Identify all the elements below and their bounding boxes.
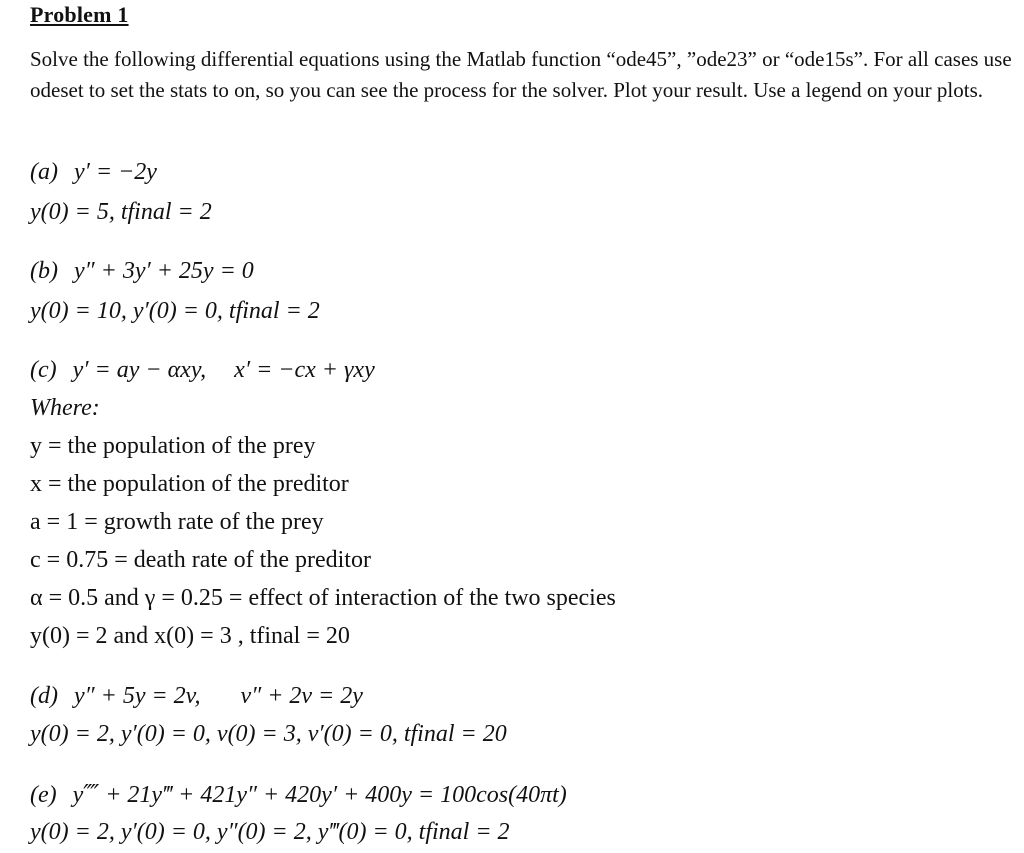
part-b-initial-conditions: y(0) = 10, y′(0) = 0, tfinal = 2 bbox=[30, 298, 320, 324]
definition-text: y = the population of the prey bbox=[30, 433, 316, 459]
part-d-initial-conditions: y(0) = 2, y′(0) = 0, v(0) = 3, v′(0) = 0, tfinal = 20 bbox=[30, 721, 507, 747]
definition-text: y(0) = 2 and x(0) = 3 , tfinal = 20 bbox=[30, 623, 350, 649]
part-d-v-ode: v″ + 2v = 2y bbox=[240, 683, 363, 709]
part-d-y-ode: y″ + 5y = 2v, bbox=[73, 683, 201, 709]
part-a-label: (a) bbox=[30, 159, 58, 185]
part-c-predator-ode: x′ = −cx + γxy bbox=[234, 357, 375, 383]
part-d-equation bbox=[30, 681, 363, 711]
instructions-text: Solve the following differential equations using the Matlab function “ode45”, ”ode23” or “ode15s”. For all cases use odeset to set the stats to on, so you can see the process for the solver. Plot your result. Use a legend on your plots. bbox=[30, 47, 1012, 102]
part-e-ode: y⁗ + 21y‴ + 421y″ + 420y′ + 400y = 100cos(40πt) bbox=[72, 782, 567, 808]
part-d-conditions bbox=[30, 719, 507, 749]
part-c-where-label: Where: bbox=[30, 395, 100, 421]
part-c-initial-conditions bbox=[30, 621, 350, 651]
part-b-label: (b) bbox=[30, 258, 58, 284]
part-e-initial-conditions: y(0) = 2, y′(0) = 0, y″(0) = 2, y‴(0) = 0, tfinal = 2 bbox=[30, 819, 510, 845]
part-e-label: (e) bbox=[30, 782, 57, 808]
definition-text: c = 0.75 = death rate of the preditor bbox=[30, 547, 371, 573]
part-e-conditions bbox=[30, 817, 510, 847]
part-b-ode: y″ + 3y′ + 25y = 0 bbox=[73, 258, 254, 284]
part-c-def-predator bbox=[30, 469, 349, 499]
part-c-equation bbox=[30, 355, 375, 385]
part-a-ode: y′ = −2y bbox=[73, 159, 157, 185]
part-b-conditions bbox=[30, 296, 320, 326]
definition-text: x = the population of the preditor bbox=[30, 471, 349, 497]
part-c-def-interaction bbox=[30, 583, 616, 613]
part-c-def-death-rate bbox=[30, 545, 371, 575]
part-c-label: (c) bbox=[30, 357, 57, 383]
part-a-initial-conditions: y(0) = 5, tfinal = 2 bbox=[30, 199, 212, 225]
part-d-label: (d) bbox=[30, 683, 58, 709]
part-c-where bbox=[30, 393, 100, 423]
part-a-equation bbox=[30, 157, 157, 187]
part-c-def-growth-rate bbox=[30, 507, 324, 537]
part-b-equation bbox=[30, 256, 254, 286]
part-a-conditions bbox=[30, 197, 212, 227]
definition-text: α = 0.5 and γ = 0.25 = effect of interaction of the two species bbox=[30, 585, 616, 611]
part-e-equation bbox=[30, 780, 567, 810]
problem-title: Problem 1 bbox=[30, 2, 129, 27]
definition-text: a = 1 = growth rate of the prey bbox=[30, 509, 324, 535]
part-c-prey-ode: y′ = ay − αxy, bbox=[72, 357, 207, 383]
problem-instructions bbox=[30, 44, 1020, 106]
part-c-def-prey bbox=[30, 431, 315, 461]
